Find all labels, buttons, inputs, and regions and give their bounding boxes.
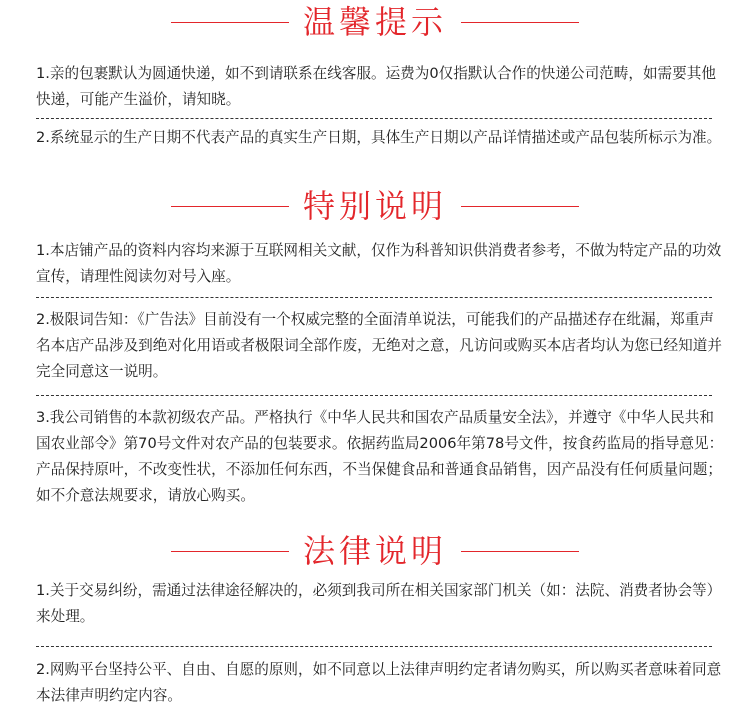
heading-rule-right (461, 206, 579, 207)
special-item-3: 3.我公司销售的本款初级农产品。严格执行《中华人民共和国农产品质量安全法》，并遵守《中华人民共和国农业部令》第70号文件对农产品的包装要求。依据药监局2006年第78号文件，按食药监局的指导意见：产品保持原叶，不改变性状，不添加任何东西，不当保健食品和普通食品销售，因产品没有任何质量问题；如不介意法规要求，请放心购买。 (36, 409, 724, 504)
dashed-divider (36, 646, 712, 647)
heading-rule-left (171, 551, 289, 552)
section-heading-special (0, 178, 750, 234)
section-title: 法律说明 (302, 532, 447, 570)
section-title: 温馨提示 (302, 3, 447, 41)
special-item-2: 2.极限词告知：《广告法》目前没有一个权威完整的全面清单说法，可能我们的产品描述存在纰漏，郑重声名本店产品涉及到绝对化用语或者极限词全部作废，无绝对之意，凡访问或购买本店者均认为您已经知道并完全同意这一说明。 (36, 311, 722, 380)
section-heading-legal (0, 523, 750, 579)
notice-item-1: 1.亲的包裹默认为圆通快递，如不到请联系在线客服。运费为0仅指默认合作的快递公司范畴，如需要其他快递，可能产生溢价，请知晓。 (36, 65, 716, 108)
dashed-divider (36, 395, 712, 396)
notice-item-2: 2.系统显示的生产日期不代表产品的真实生产日期，具体生产日期以产品详情描述或产品包装所标示为准。 (36, 129, 722, 146)
legal-item-1: 1.关于交易纠纷，需通过法律途径解决的，必须到我司所在相关国家部门机关（如：法院、消费者协会等）来处理。 (36, 582, 722, 625)
special-item-1: 1.本店铺产品的资料内容均来源于互联网相关文献，仅作为科普知识供消费者参考，不做为特定产品的功效宣传，请理性阅读勿对号入座。 (36, 242, 722, 285)
legal-item-2: 2.网购平台坚持公平、自由、自愿的原则，如不同意以上法律声明约定者请勿购买，所以购买者意味着同意本法律声明约定内容。 (36, 661, 722, 704)
heading-rule-left (171, 206, 289, 207)
heading-rule-right (461, 22, 579, 23)
dashed-divider (36, 297, 712, 298)
section-title: 特别说明 (302, 187, 447, 225)
heading-rule-right (461, 551, 579, 552)
section-heading-notice (0, 0, 750, 50)
dashed-divider (36, 118, 712, 119)
heading-rule-left (171, 22, 289, 23)
